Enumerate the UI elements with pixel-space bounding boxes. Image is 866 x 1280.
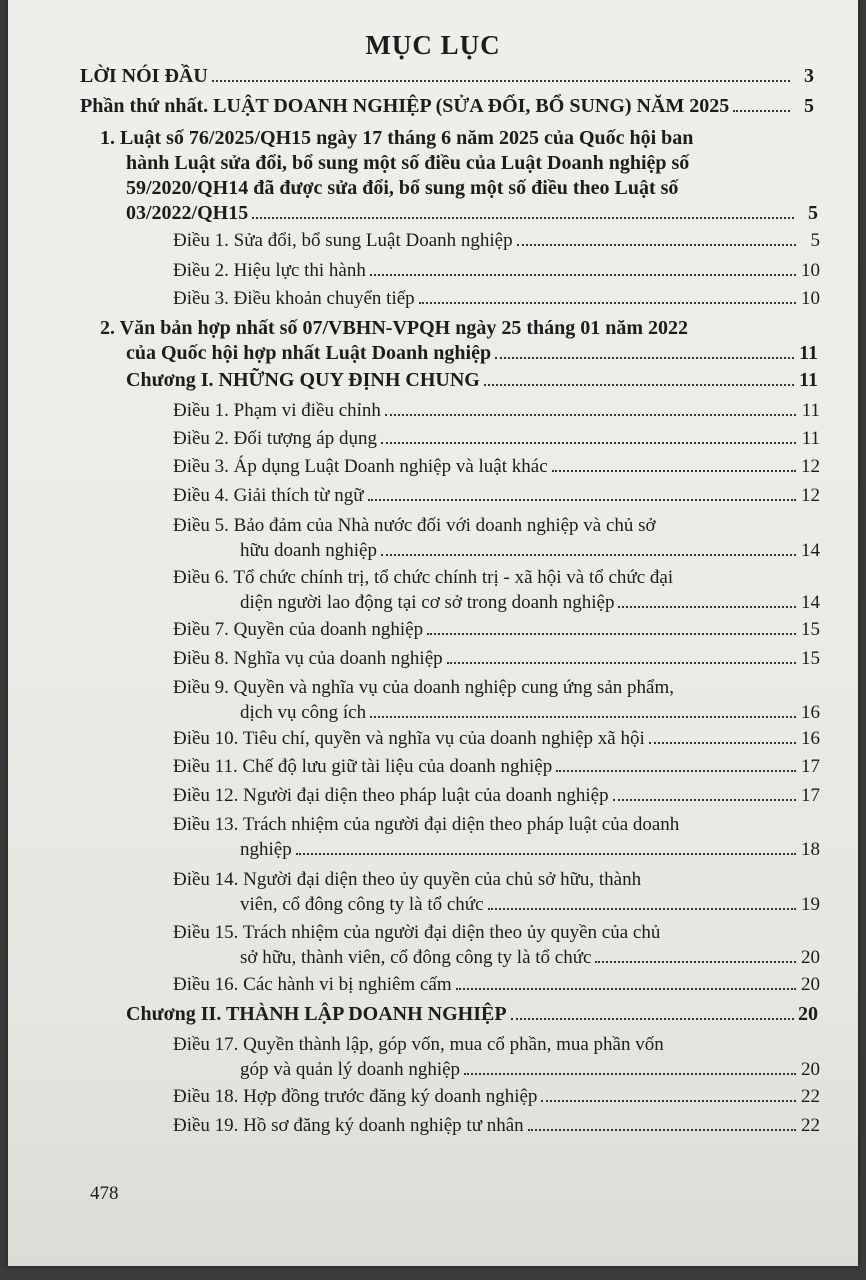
toc-entry-text: Điều 1. Phạm vi điều chỉnh — [173, 400, 381, 421]
toc-entry-text: diện người lao động tại cơ sở trong doanh nghiệp — [240, 592, 615, 613]
toc-page-number: 18 — [801, 839, 820, 860]
dot-leader — [488, 908, 796, 910]
toc-entry-text: Điều 19. Hồ sơ đăng ký doanh nghiệp tư nhân — [173, 1115, 524, 1136]
toc-entry-text: 59/2020/QH14 đã được sửa đổi, bổ sung một số điều theo Luật số — [126, 177, 679, 199]
toc-page-number: 11 — [799, 342, 818, 364]
toc-entry — [173, 454, 820, 479]
dot-leader — [296, 853, 796, 855]
toc-entry-text: Điều 3. Áp dụng Luật Doanh nghiệp và luật khác — [173, 456, 548, 477]
toc-entry-text: 1. Luật số 76/2025/QH15 ngày 17 tháng 6 năm 2025 của Quốc hội ban — [100, 127, 694, 149]
toc-page-number: 5 — [810, 230, 820, 251]
dot-leader — [447, 662, 796, 664]
toc-page-number: 5 — [808, 202, 818, 224]
toc-entry — [100, 316, 818, 366]
toc-entry-text: 03/2022/QH15 — [126, 202, 249, 224]
toc-entry-text: hành Luật sửa đổi, bổ sung một số điều của Luật Doanh nghiệp số — [126, 152, 690, 174]
toc-entry — [173, 228, 820, 253]
toc-entry — [126, 368, 818, 393]
page-title: MỤC LỤC — [365, 30, 501, 60]
toc-entry-text: Điều 8. Nghĩa vụ của doanh nghiệp — [173, 648, 443, 669]
toc-entry-text: LỜI NÓI ĐẦU — [80, 65, 208, 87]
toc-entry — [126, 1002, 818, 1027]
dot-leader — [517, 244, 796, 246]
toc-entry — [173, 726, 820, 751]
dot-leader — [381, 554, 796, 556]
toc-page-number: 16 — [801, 702, 820, 723]
toc-entry-text: góp và quản lý doanh nghiệp — [240, 1059, 461, 1080]
dot-leader — [212, 80, 790, 82]
toc-entry-text: viên, cổ đông công ty là tổ chức — [240, 894, 484, 915]
toc-page-number: 5 — [804, 95, 814, 117]
toc-entry — [80, 64, 814, 89]
toc-entry — [80, 94, 814, 119]
toc-entry-text: Điều 5. Bảo đảm của Nhà nước đối với doanh nghiệp và chủ sở — [173, 515, 656, 536]
toc-entry-text: Điều 17. Quyền thành lập, góp vốn, mua cổ phần, mua phần vốn — [173, 1034, 664, 1055]
dot-leader — [456, 988, 796, 990]
toc-page-number: 20 — [801, 974, 820, 995]
toc-entry-text: dịch vụ công ích — [240, 702, 367, 723]
toc-page-number: 20 — [801, 947, 820, 968]
page-number: 478 — [90, 1183, 119, 1204]
toc-entry-text: Chương II. THÀNH LẬP DOANH NGHIỆP — [126, 1003, 507, 1025]
dot-leader — [495, 357, 794, 359]
toc-entry — [173, 920, 820, 970]
toc-entry-text: Điều 16. Các hành vi bị nghiêm cấm — [173, 974, 452, 995]
dot-leader — [552, 470, 796, 472]
dot-leader — [252, 217, 794, 219]
dot-leader — [613, 799, 796, 801]
toc-page-number: 17 — [801, 756, 820, 777]
toc-page-number: 10 — [801, 288, 820, 309]
dot-leader — [368, 499, 796, 501]
toc-entry-text: Điều 11. Chế độ lưu giữ tài liệu của doanh nghiệp — [173, 756, 553, 777]
toc-page-number: 15 — [801, 619, 820, 640]
toc-entry-text: Điều 15. Trách nhiệm của người đại diện theo ủy quyền của chủ — [173, 922, 661, 943]
toc-entry — [173, 1084, 820, 1109]
toc-entry — [173, 1032, 820, 1082]
toc-entry — [173, 972, 820, 997]
toc-entry — [173, 867, 820, 917]
toc-page-number: 15 — [801, 648, 820, 669]
toc-entry — [173, 617, 820, 642]
toc-page-number: 14 — [801, 540, 820, 561]
toc-entry — [173, 812, 820, 862]
toc-entry-text: Điều 10. Tiêu chí, quyền và nghĩa vụ của doanh nghiệp xã hội — [173, 728, 645, 749]
toc-entry — [173, 646, 820, 671]
toc-entry — [173, 513, 820, 563]
toc-entry-text: Điều 2. Đối tượng áp dụng — [173, 428, 377, 449]
toc-entry-text: Điều 12. Người đại diện theo pháp luật của doanh nghiệp — [173, 785, 609, 806]
toc-entry-text: Điều 9. Quyền và nghĩa vụ của doanh nghiệp cung ứng sản phẩm, — [173, 677, 675, 698]
toc-page-number: 22 — [801, 1115, 820, 1136]
toc-entry-text: hữu doanh nghiệp — [240, 540, 377, 561]
dot-leader — [618, 606, 796, 608]
toc-page-number: 16 — [801, 728, 820, 749]
toc-page-number: 14 — [801, 592, 820, 613]
toc-entry — [173, 398, 820, 423]
toc-entry — [173, 675, 820, 725]
book-page — [8, 0, 858, 1266]
toc-page-number: 12 — [801, 485, 820, 506]
toc-entry-text: Phần thứ nhất. LUẬT DOANH NGHIỆP (SỬA ĐỔI, BỔ SUNG) NĂM 2025 — [80, 95, 730, 117]
toc-entry-text: của Quốc hội hợp nhất Luật Doanh nghiệp — [126, 342, 492, 364]
dot-leader — [541, 1100, 796, 1102]
toc-entry-text: Điều 4. Giải thích từ ngữ — [173, 485, 364, 506]
dot-leader — [419, 302, 796, 304]
toc-entry-text: Điều 13. Trách nhiệm của người đại diện theo pháp luật của doanh — [173, 814, 680, 835]
toc-entry-text: Chương I. NHỮNG QUY ĐỊNH CHUNG — [126, 369, 480, 391]
toc-entry-text: sở hữu, thành viên, cổ đông công ty là tổ chức — [240, 947, 592, 968]
toc-entry-text: Điều 2. Hiệu lực thi hành — [173, 260, 366, 281]
toc-page-number: 3 — [804, 65, 814, 87]
dot-leader — [427, 633, 796, 635]
dot-leader — [595, 961, 796, 963]
dot-leader — [733, 110, 790, 112]
toc-page-number: 17 — [801, 785, 820, 806]
toc-entry — [173, 783, 820, 808]
dot-leader — [464, 1073, 796, 1075]
dot-leader — [556, 770, 796, 772]
toc-entry — [173, 1113, 820, 1138]
dot-leader — [649, 742, 796, 744]
toc-entry-text: Điều 1. Sửa đổi, bổ sung Luật Doanh nghiệp — [173, 230, 513, 251]
dot-leader — [370, 274, 796, 276]
toc-entry — [173, 286, 820, 311]
toc-entry-text: Điều 3. Điều khoản chuyển tiếp — [173, 288, 415, 309]
toc-entry — [173, 258, 820, 283]
toc-entry — [173, 483, 820, 508]
dot-leader — [528, 1129, 796, 1131]
toc-entry-text: Điều 18. Hợp đồng trước đăng ký doanh nghiệp — [173, 1086, 538, 1107]
toc-page-number: 20 — [798, 1003, 818, 1025]
toc-page-number: 12 — [801, 456, 820, 477]
dot-leader — [511, 1018, 794, 1020]
toc-entry — [173, 426, 820, 451]
toc-page-number: 20 — [801, 1059, 820, 1080]
toc-page-number: 11 — [799, 369, 818, 391]
dot-leader — [385, 414, 796, 416]
dot-leader — [381, 442, 796, 444]
toc-entry-text: Điều 14. Người đại diện theo ủy quyền của chủ sở hữu, thành — [173, 869, 642, 890]
toc-page-number: 11 — [801, 428, 820, 449]
toc-page-number: 10 — [801, 260, 820, 281]
dot-leader — [484, 384, 794, 386]
toc-page-number: 19 — [801, 894, 820, 915]
toc-entry — [100, 126, 818, 226]
toc-entry — [173, 754, 820, 779]
dot-leader — [370, 716, 796, 718]
toc-entry-text: 2. Văn bản hợp nhất số 07/VBHN-VPQH ngày 25 tháng 01 năm 2022 — [100, 317, 689, 339]
toc-entry — [173, 565, 820, 615]
toc-entry-text: Điều 7. Quyền của doanh nghiệp — [173, 619, 424, 640]
toc-page-number: 22 — [801, 1086, 820, 1107]
toc-entry-text: Điều 6. Tổ chức chính trị, tổ chức chính trị - xã hội và tổ chức đại — [173, 567, 674, 588]
toc-entry-text: nghiệp — [240, 839, 292, 860]
toc-page-number: 11 — [801, 400, 820, 421]
